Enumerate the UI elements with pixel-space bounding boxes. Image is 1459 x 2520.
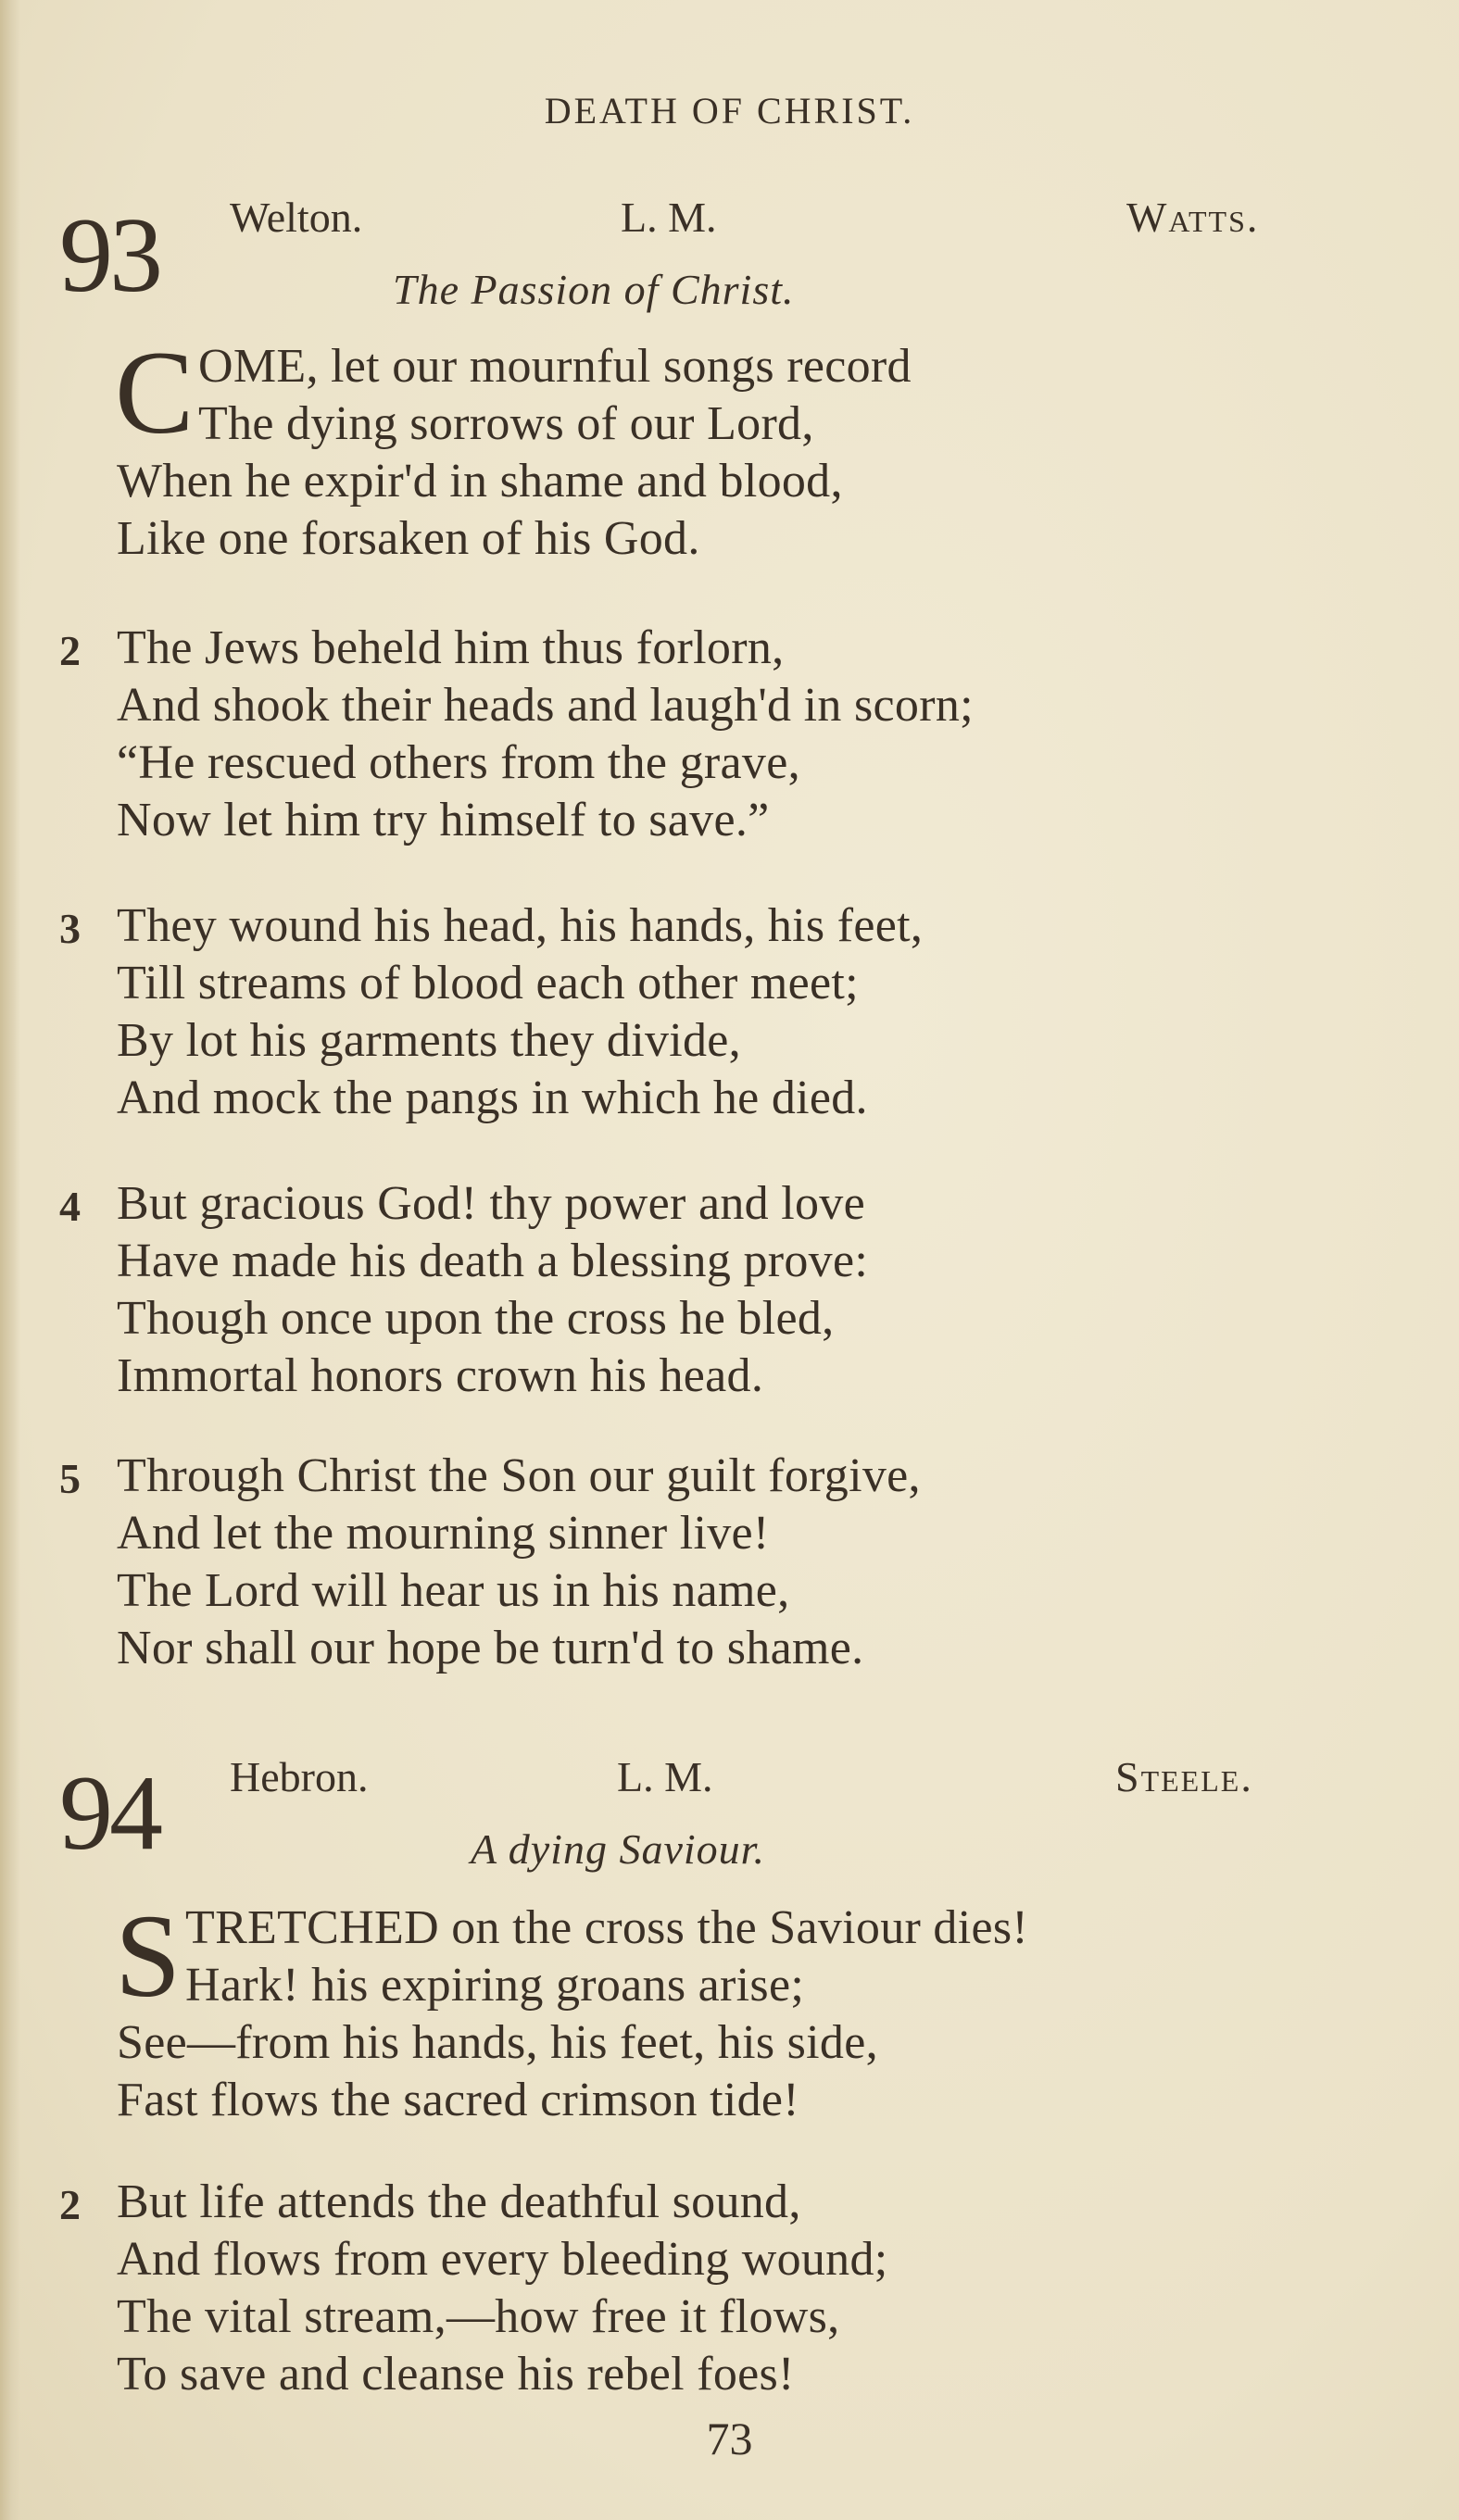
verse-line: To save and cleanse his rebel foes! bbox=[117, 2348, 795, 2401]
running-head: DEATH OF CHRIST. bbox=[544, 90, 915, 132]
verse-line: When he expir'd in shame and blood, bbox=[117, 455, 843, 508]
verse-line: And flows from every bleeding wound; bbox=[117, 2233, 888, 2286]
verse-line: See—from his hands, his feet, his side, bbox=[117, 2016, 878, 2069]
hymn-meter: L. M. bbox=[617, 1753, 713, 1800]
verse-line: The dying sorrows of our Lord, bbox=[198, 397, 814, 450]
verse-line: The Jews beheld him thus forlorn, bbox=[117, 621, 785, 674]
verse-line: Immortal honors crown his head. bbox=[117, 1349, 764, 1402]
verse-line: Like one forsaken of his God. bbox=[117, 512, 700, 565]
stanza-number: 2 bbox=[59, 2181, 81, 2228]
hymn-number: 93 bbox=[59, 196, 159, 315]
page-binding-edge bbox=[0, 0, 20, 2520]
verse-line: Though once upon the cross he bled, bbox=[117, 1292, 835, 1345]
drop-cap: C bbox=[115, 327, 195, 458]
verse-line: TRETCHED on the cross the Saviour dies! bbox=[185, 1901, 1028, 1954]
hymn-number: 94 bbox=[59, 1754, 159, 1873]
verse-line: The vital stream,—how free it flows, bbox=[117, 2290, 840, 2343]
verse-line: Nor shall our hope be turn'd to shame. bbox=[117, 1622, 864, 1674]
hymn-author: Watts. bbox=[1126, 194, 1260, 241]
verse-line: They wound his head, his hands, his feet, bbox=[117, 899, 924, 952]
hymn-author: Steele. bbox=[1115, 1753, 1253, 1800]
verse-line: And let the mourning sinner live! bbox=[117, 1507, 770, 1560]
page-number: 73 bbox=[706, 2413, 753, 2464]
hymn-tune: Welton. bbox=[230, 194, 363, 241]
hymn-tune: Hebron. bbox=[230, 1753, 369, 1800]
stanza-number: 4 bbox=[59, 1183, 81, 1230]
stanza-number: 3 bbox=[59, 905, 81, 952]
verse-line: By lot his garments they divide, bbox=[117, 1014, 741, 1067]
stanza-number: 2 bbox=[59, 627, 81, 674]
verse-line: Fast flows the sacred crimson tide! bbox=[117, 2074, 799, 2126]
verse-line: Through Christ the Son our guilt forgive, bbox=[117, 1449, 921, 1502]
verse-line: But gracious God! thy power and love bbox=[117, 1177, 865, 1230]
verse-line: The Lord will hear us in his name, bbox=[117, 1564, 790, 1617]
drop-cap: S bbox=[115, 1890, 182, 2022]
verse-line: Hark! his expiring groans arise; bbox=[185, 1959, 805, 2012]
verse-line: And shook their heads and laugh'd in scorn; bbox=[117, 679, 974, 732]
verse-line: Till streams of blood each other meet; bbox=[117, 957, 859, 1009]
verse-line: But life attends the deathful sound, bbox=[117, 2175, 801, 2228]
verse-line: “He rescued others from the grave, bbox=[117, 736, 800, 789]
hymn-subtitle: The Passion of Christ. bbox=[393, 266, 795, 313]
hymn-meter: L. M. bbox=[621, 194, 717, 241]
verse-line: And mock the pangs in which he died. bbox=[117, 1072, 868, 1124]
verse-line: OME, let our mournful songs record bbox=[198, 340, 912, 393]
stanza-number: 5 bbox=[59, 1455, 81, 1502]
verse-line: Now let him try himself to save.” bbox=[117, 794, 770, 846]
hymn-subtitle: A dying Saviour. bbox=[471, 1825, 765, 1873]
verse-line: Have made his death a blessing prove: bbox=[117, 1235, 869, 1287]
